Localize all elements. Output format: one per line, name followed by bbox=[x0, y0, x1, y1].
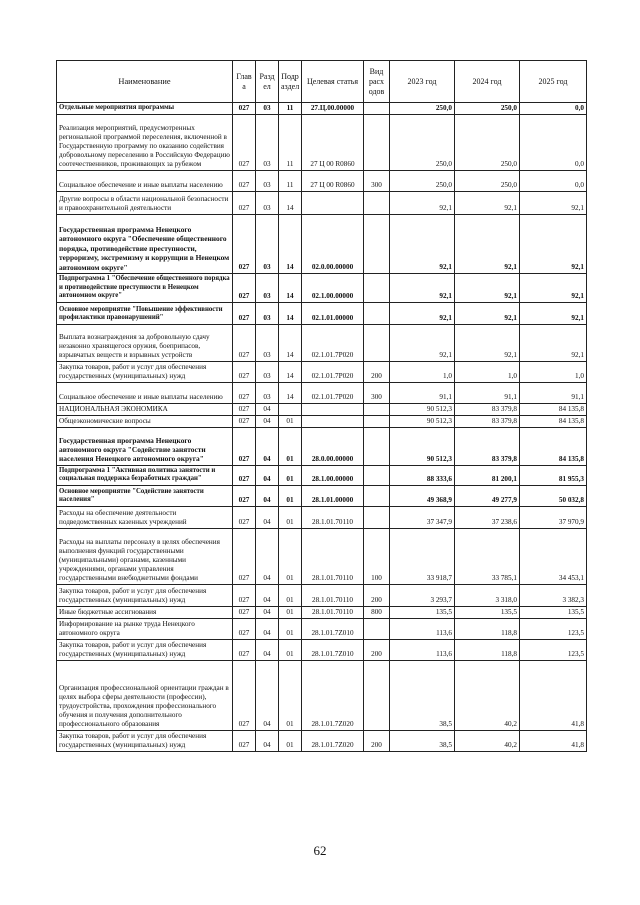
row-glava-cell: 027 bbox=[233, 274, 256, 303]
row-2025-cell: 92,1 bbox=[520, 324, 587, 361]
row-2024-cell: 92,1 bbox=[455, 324, 520, 361]
row-2023-cell: 92,1 bbox=[390, 192, 455, 215]
row-2025-cell: 123,5 bbox=[520, 639, 587, 660]
row-2023-cell: 92,1 bbox=[390, 324, 455, 361]
row-name-cell: Закупка товаров, работ и услуг для обеспечения государственных (муниципальных) нужд bbox=[57, 639, 233, 660]
row-article-cell: 02.0.00.00000 bbox=[302, 215, 364, 274]
row-glava-cell: 027 bbox=[233, 427, 256, 465]
row-2024-cell: 250,0 bbox=[455, 115, 520, 171]
row-razdel-cell: 03 bbox=[256, 192, 279, 215]
row-expense-type-cell: 200 bbox=[364, 361, 390, 382]
row-article-cell: 02.1.01.7Р020 bbox=[302, 324, 364, 361]
row-glava-cell: 027 bbox=[233, 403, 256, 415]
row-podrazdel-cell: 11 bbox=[279, 171, 302, 192]
row-2024-cell: 250,0 bbox=[455, 103, 520, 115]
row-2023-cell: 3 293,7 bbox=[390, 584, 455, 606]
table-row bbox=[57, 274, 587, 303]
row-name-cell: Закупка товаров, работ и услуг для обеспечения государственных (муниципальных) нужд bbox=[57, 730, 233, 751]
row-podrazdel-cell: 11 bbox=[279, 115, 302, 171]
row-razdel-cell: 03 bbox=[256, 171, 279, 192]
row-razdel-cell: 04 bbox=[256, 730, 279, 751]
row-2025-cell: 3 382,3 bbox=[520, 584, 587, 606]
row-2023-cell: 250,0 bbox=[390, 171, 455, 192]
row-2023-cell: 135,5 bbox=[390, 606, 455, 618]
row-2023-cell: 113,6 bbox=[390, 618, 455, 639]
row-2023-cell: 90 512,3 bbox=[390, 415, 455, 427]
row-glava-cell: 027 bbox=[233, 730, 256, 751]
row-2023-cell: 33 918,7 bbox=[390, 528, 455, 584]
row-2025-cell: 0,0 bbox=[520, 103, 587, 115]
row-podrazdel-cell: 14 bbox=[279, 302, 302, 324]
row-razdel-cell: 03 bbox=[256, 215, 279, 274]
row-2023-cell: 250,0 bbox=[390, 103, 455, 115]
row-2023-cell: 113,6 bbox=[390, 639, 455, 660]
row-name-cell: Организация профессиональной ориентации граждан в целях выбора сферы деятельности (профессии), трудоустройства, прохождения профессионального обучения и получения дополнительного профессионального образования bbox=[57, 660, 233, 730]
row-article-cell: 27 Ц 00 R0860 bbox=[302, 115, 364, 171]
row-glava-cell: 027 bbox=[233, 324, 256, 361]
row-podrazdel-cell: 01 bbox=[279, 465, 302, 485]
row-2024-cell: 40,2 bbox=[455, 660, 520, 730]
row-glava-cell: 027 bbox=[233, 192, 256, 215]
row-expense-type-cell bbox=[364, 415, 390, 427]
row-expense-type-cell bbox=[364, 192, 390, 215]
page-number: 62 bbox=[313, 843, 327, 858]
row-expense-type-cell bbox=[364, 115, 390, 171]
row-article-cell: 28.1.01.7Z010 bbox=[302, 639, 364, 660]
row-expense-type-cell bbox=[364, 660, 390, 730]
row-podrazdel-cell: 01 bbox=[279, 584, 302, 606]
row-article-cell bbox=[302, 192, 364, 215]
row-glava-cell: 027 bbox=[233, 639, 256, 660]
row-2024-cell: 81 200,1 bbox=[455, 465, 520, 485]
row-razdel-cell: 04 bbox=[256, 618, 279, 639]
row-glava-cell: 027 bbox=[233, 171, 256, 192]
row-2023-cell: 38,5 bbox=[390, 730, 455, 751]
row-name-cell: Социальное обеспечение и иные выплаты населению bbox=[57, 382, 233, 403]
row-podrazdel-cell: 01 bbox=[279, 606, 302, 618]
row-2024-cell: 83 379,8 bbox=[455, 403, 520, 415]
row-2024-cell: 83 379,8 bbox=[455, 415, 520, 427]
row-2024-cell: 92,1 bbox=[455, 192, 520, 215]
row-razdel-cell: 03 bbox=[256, 115, 279, 171]
row-expense-type-cell bbox=[364, 215, 390, 274]
row-article-cell: 28.1.01.00000 bbox=[302, 485, 364, 506]
row-2024-cell: 40,2 bbox=[455, 730, 520, 751]
table-row bbox=[57, 115, 587, 171]
row-2025-cell: 81 955,3 bbox=[520, 465, 587, 485]
row-glava-cell: 027 bbox=[233, 415, 256, 427]
row-2024-cell: 135,5 bbox=[455, 606, 520, 618]
row-expense-type-cell bbox=[364, 618, 390, 639]
header-glava: Глав а bbox=[233, 61, 256, 103]
row-podrazdel-cell: 01 bbox=[279, 660, 302, 730]
row-glava-cell: 027 bbox=[233, 465, 256, 485]
table-row bbox=[57, 639, 587, 660]
row-razdel-cell: 04 bbox=[256, 639, 279, 660]
row-glava-cell: 027 bbox=[233, 103, 256, 115]
row-expense-type-cell: 100 bbox=[364, 528, 390, 584]
row-podrazdel-cell: 14 bbox=[279, 324, 302, 361]
row-podrazdel-cell: 14 bbox=[279, 192, 302, 215]
row-glava-cell: 027 bbox=[233, 485, 256, 506]
row-2025-cell: 84 135,8 bbox=[520, 403, 587, 415]
row-2025-cell: 50 032,8 bbox=[520, 485, 587, 506]
row-glava-cell: 027 bbox=[233, 584, 256, 606]
row-2025-cell: 84 135,8 bbox=[520, 415, 587, 427]
row-podrazdel-cell: 14 bbox=[279, 274, 302, 303]
table-header-row bbox=[57, 61, 587, 103]
row-2023-cell: 49 368,9 bbox=[390, 485, 455, 506]
row-2025-cell: 1,0 bbox=[520, 361, 587, 382]
row-article-cell: 28.1.01.70110 bbox=[302, 528, 364, 584]
row-article-cell: 27.Ц.00.00000 bbox=[302, 103, 364, 115]
row-name-cell: Расходы на обеспечение деятельности подведомственных казенных учреждений bbox=[57, 506, 233, 528]
row-podrazdel-cell: 01 bbox=[279, 618, 302, 639]
row-2025-cell: 84 135,8 bbox=[520, 427, 587, 465]
row-article-cell: 02.1.01.7Р020 bbox=[302, 382, 364, 403]
row-name-cell: Подпрограмма 1 "Обеспечение общественного порядка и противодействие преступности в Ненецком автономном округе" bbox=[57, 274, 233, 303]
table-row bbox=[57, 730, 587, 751]
row-2025-cell: 92,1 bbox=[520, 215, 587, 274]
row-glava-cell: 027 bbox=[233, 115, 256, 171]
table-row bbox=[57, 403, 587, 415]
table-row bbox=[57, 606, 587, 618]
row-2024-cell: 92,1 bbox=[455, 274, 520, 303]
row-2025-cell: 37 970,9 bbox=[520, 506, 587, 528]
table-row bbox=[57, 584, 587, 606]
row-podrazdel-cell: 01 bbox=[279, 415, 302, 427]
row-podrazdel-cell bbox=[279, 403, 302, 415]
table-row bbox=[57, 103, 587, 115]
row-2024-cell: 250,0 bbox=[455, 171, 520, 192]
row-expense-type-cell bbox=[364, 465, 390, 485]
row-razdel-cell: 03 bbox=[256, 361, 279, 382]
row-2023-cell: 38,5 bbox=[390, 660, 455, 730]
row-article-cell: 28.1.01.70110 bbox=[302, 506, 364, 528]
row-article-cell: 28.1.01.7Z020 bbox=[302, 730, 364, 751]
row-2023-cell: 90 512,3 bbox=[390, 403, 455, 415]
row-expense-type-cell: 300 bbox=[364, 382, 390, 403]
row-glava-cell: 027 bbox=[233, 215, 256, 274]
row-2023-cell: 250,0 bbox=[390, 115, 455, 171]
row-2025-cell: 123,5 bbox=[520, 618, 587, 639]
row-glava-cell: 027 bbox=[233, 506, 256, 528]
table-row bbox=[57, 415, 587, 427]
header-2024: 2024 год bbox=[455, 61, 520, 103]
row-name-cell: Подпрограмма 1 "Активная политика занятости и социальная поддержка безработных граждан" bbox=[57, 465, 233, 485]
row-expense-type-cell bbox=[364, 403, 390, 415]
row-name-cell: НАЦИОНАЛЬНАЯ ЭКОНОМИКА bbox=[57, 403, 233, 415]
row-2024-cell: 92,1 bbox=[455, 302, 520, 324]
header-name: Наименование bbox=[57, 61, 233, 103]
row-2023-cell: 91,1 bbox=[390, 382, 455, 403]
row-expense-type-cell bbox=[364, 274, 390, 303]
row-razdel-cell: 03 bbox=[256, 302, 279, 324]
row-name-cell: Информирование на рынке труда Ненецкого автономного округа bbox=[57, 618, 233, 639]
row-expense-type-cell: 200 bbox=[364, 584, 390, 606]
row-expense-type-cell: 800 bbox=[364, 606, 390, 618]
row-expense-type-cell bbox=[364, 103, 390, 115]
row-2025-cell: 92,1 bbox=[520, 302, 587, 324]
row-expense-type-cell bbox=[364, 485, 390, 506]
table-row bbox=[57, 171, 587, 192]
row-razdel-cell: 04 bbox=[256, 485, 279, 506]
table-row bbox=[57, 361, 587, 382]
row-razdel-cell: 04 bbox=[256, 427, 279, 465]
row-2025-cell: 91,1 bbox=[520, 382, 587, 403]
row-2023-cell: 1,0 bbox=[390, 361, 455, 382]
row-2025-cell: 34 453,1 bbox=[520, 528, 587, 584]
row-article-cell: 02.1.01.00000 bbox=[302, 302, 364, 324]
row-name-cell: Реализация мероприятий, предусмотренных региональной программой переселения, включенной в Государственную программу по оказанию содействия добровольному переселению в Российскую Федерацию соотечественников, проживающих за рубежом bbox=[57, 115, 233, 171]
row-razdel-cell: 04 bbox=[256, 528, 279, 584]
header-article: Целевая статья bbox=[302, 61, 364, 103]
header-2025: 2025 год bbox=[520, 61, 587, 103]
row-name-cell: Социальное обеспечение и иные выплаты населению bbox=[57, 171, 233, 192]
row-podrazdel-cell: 14 bbox=[279, 361, 302, 382]
row-article-cell: 28.1.01.7Z010 bbox=[302, 618, 364, 639]
row-2023-cell: 37 347,9 bbox=[390, 506, 455, 528]
row-name-cell: Закупка товаров, работ и услуг для обеспечения государственных (муниципальных) нужд bbox=[57, 361, 233, 382]
table-row bbox=[57, 192, 587, 215]
row-expense-type-cell: 200 bbox=[364, 730, 390, 751]
row-podrazdel-cell: 01 bbox=[279, 528, 302, 584]
row-2024-cell: 118,8 bbox=[455, 639, 520, 660]
row-razdel-cell: 04 bbox=[256, 465, 279, 485]
row-razdel-cell: 03 bbox=[256, 274, 279, 303]
row-name-cell: Общеэкономические вопросы bbox=[57, 415, 233, 427]
row-expense-type-cell: 200 bbox=[364, 639, 390, 660]
row-name-cell: Отдельные мероприятия программы bbox=[57, 103, 233, 115]
row-2025-cell: 0,0 bbox=[520, 171, 587, 192]
row-article-cell: 02.1.00.00000 bbox=[302, 274, 364, 303]
row-2025-cell: 92,1 bbox=[520, 274, 587, 303]
header-expense-type: Вид расх одов bbox=[364, 61, 390, 103]
row-2024-cell: 83 379,8 bbox=[455, 427, 520, 465]
row-razdel-cell: 04 bbox=[256, 606, 279, 618]
row-glava-cell: 027 bbox=[233, 660, 256, 730]
table-row bbox=[57, 465, 587, 485]
row-article-cell: 02.1.01.7Р020 bbox=[302, 361, 364, 382]
budget-table bbox=[56, 60, 587, 752]
table-row bbox=[57, 382, 587, 403]
row-razdel-cell: 04 bbox=[256, 403, 279, 415]
table-row bbox=[57, 215, 587, 274]
row-2024-cell: 3 318,0 bbox=[455, 584, 520, 606]
row-2025-cell: 0,0 bbox=[520, 115, 587, 171]
row-name-cell: Основное мероприятие "Содействие занятости населения" bbox=[57, 485, 233, 506]
row-podrazdel-cell: 01 bbox=[279, 639, 302, 660]
row-name-cell: Расходы на выплаты персоналу в целях обеспечения выполнения функций государственными (муниципальными) органами, казенными учреждениями, органами управления государственными внебюджетными фондами bbox=[57, 528, 233, 584]
row-2024-cell: 91,1 bbox=[455, 382, 520, 403]
row-2025-cell: 92,1 bbox=[520, 192, 587, 215]
row-article-cell: 27 Ц 00 R0860 bbox=[302, 171, 364, 192]
row-expense-type-cell bbox=[364, 506, 390, 528]
row-podrazdel-cell: 01 bbox=[279, 506, 302, 528]
row-2023-cell: 90 512,3 bbox=[390, 427, 455, 465]
row-razdel-cell: 04 bbox=[256, 584, 279, 606]
table-row bbox=[57, 528, 587, 584]
table-row bbox=[57, 324, 587, 361]
row-glava-cell: 027 bbox=[233, 606, 256, 618]
row-2024-cell: 92,1 bbox=[455, 215, 520, 274]
row-razdel-cell: 04 bbox=[256, 415, 279, 427]
row-2024-cell: 118,8 bbox=[455, 618, 520, 639]
row-razdel-cell: 04 bbox=[256, 660, 279, 730]
row-2025-cell: 41,8 bbox=[520, 660, 587, 730]
row-name-cell: Выплата вознаграждения за добровольную сдачу незаконно хранящегося оружия, боеприпасов, взрывчатых веществ и взрывных устройств bbox=[57, 324, 233, 361]
row-2023-cell: 88 333,6 bbox=[390, 465, 455, 485]
row-article-cell: 28.0.00.00000 bbox=[302, 427, 364, 465]
row-podrazdel-cell: 01 bbox=[279, 730, 302, 751]
row-glava-cell: 027 bbox=[233, 361, 256, 382]
row-razdel-cell: 03 bbox=[256, 324, 279, 361]
row-glava-cell: 027 bbox=[233, 302, 256, 324]
table-row bbox=[57, 427, 587, 465]
row-2024-cell: 37 238,6 bbox=[455, 506, 520, 528]
budget-page bbox=[56, 60, 586, 752]
table-row bbox=[57, 660, 587, 730]
row-podrazdel-cell: 14 bbox=[279, 215, 302, 274]
row-razdel-cell: 03 bbox=[256, 103, 279, 115]
table-row bbox=[57, 302, 587, 324]
row-name-cell: Государственная программа Ненецкого автономного округа "Обеспечение общественного порядка, противодействие преступности, терроризму, экстремизму и коррупции в Ненецком автономном округе" bbox=[57, 215, 233, 274]
row-2024-cell: 49 277,9 bbox=[455, 485, 520, 506]
row-expense-type-cell bbox=[364, 427, 390, 465]
row-razdel-cell: 03 bbox=[256, 382, 279, 403]
row-2024-cell: 33 785,1 bbox=[455, 528, 520, 584]
row-article-cell: 28.1.00.00000 bbox=[302, 465, 364, 485]
header-2023: 2023 год bbox=[390, 61, 455, 103]
row-article-cell bbox=[302, 403, 364, 415]
row-name-cell: Другие вопросы в области национальной безопасности и правоохранительной деятельности bbox=[57, 192, 233, 215]
row-glava-cell: 027 bbox=[233, 528, 256, 584]
row-podrazdel-cell: 01 bbox=[279, 485, 302, 506]
row-podrazdel-cell: 11 bbox=[279, 103, 302, 115]
row-expense-type-cell bbox=[364, 302, 390, 324]
row-2025-cell: 135,5 bbox=[520, 606, 587, 618]
row-2023-cell: 92,1 bbox=[390, 302, 455, 324]
row-name-cell: Закупка товаров, работ и услуг для обеспечения государственных (муниципальных) нужд bbox=[57, 584, 233, 606]
row-expense-type-cell bbox=[364, 324, 390, 361]
row-name-cell: Иные бюджетные ассигнования bbox=[57, 606, 233, 618]
table-row bbox=[57, 506, 587, 528]
table-body bbox=[57, 103, 587, 752]
row-podrazdel-cell: 14 bbox=[279, 382, 302, 403]
table-row bbox=[57, 618, 587, 639]
row-glava-cell: 027 bbox=[233, 382, 256, 403]
header-razdel: Разд ел bbox=[256, 61, 279, 103]
row-2025-cell: 41,8 bbox=[520, 730, 587, 751]
row-article-cell bbox=[302, 415, 364, 427]
table-row bbox=[57, 485, 587, 506]
row-article-cell: 28.1.01.7Z020 bbox=[302, 660, 364, 730]
row-glava-cell: 027 bbox=[233, 618, 256, 639]
header-podrazdel: Подр аздел bbox=[279, 61, 302, 103]
row-article-cell: 28.1.01.70110 bbox=[302, 584, 364, 606]
row-2023-cell: 92,1 bbox=[390, 274, 455, 303]
row-2023-cell: 92,1 bbox=[390, 215, 455, 274]
row-expense-type-cell: 300 bbox=[364, 171, 390, 192]
row-name-cell: Государственная программа Ненецкого автономного округа "Содействие занятости населения Ненецкого автономного округа" bbox=[57, 427, 233, 465]
row-podrazdel-cell: 01 bbox=[279, 427, 302, 465]
row-2024-cell: 1,0 bbox=[455, 361, 520, 382]
row-name-cell: Основное мероприятие "Повышение эффективности профилактики правонарушений" bbox=[57, 302, 233, 324]
row-razdel-cell: 04 bbox=[256, 506, 279, 528]
row-article-cell: 28.1.01.70110 bbox=[302, 606, 364, 618]
